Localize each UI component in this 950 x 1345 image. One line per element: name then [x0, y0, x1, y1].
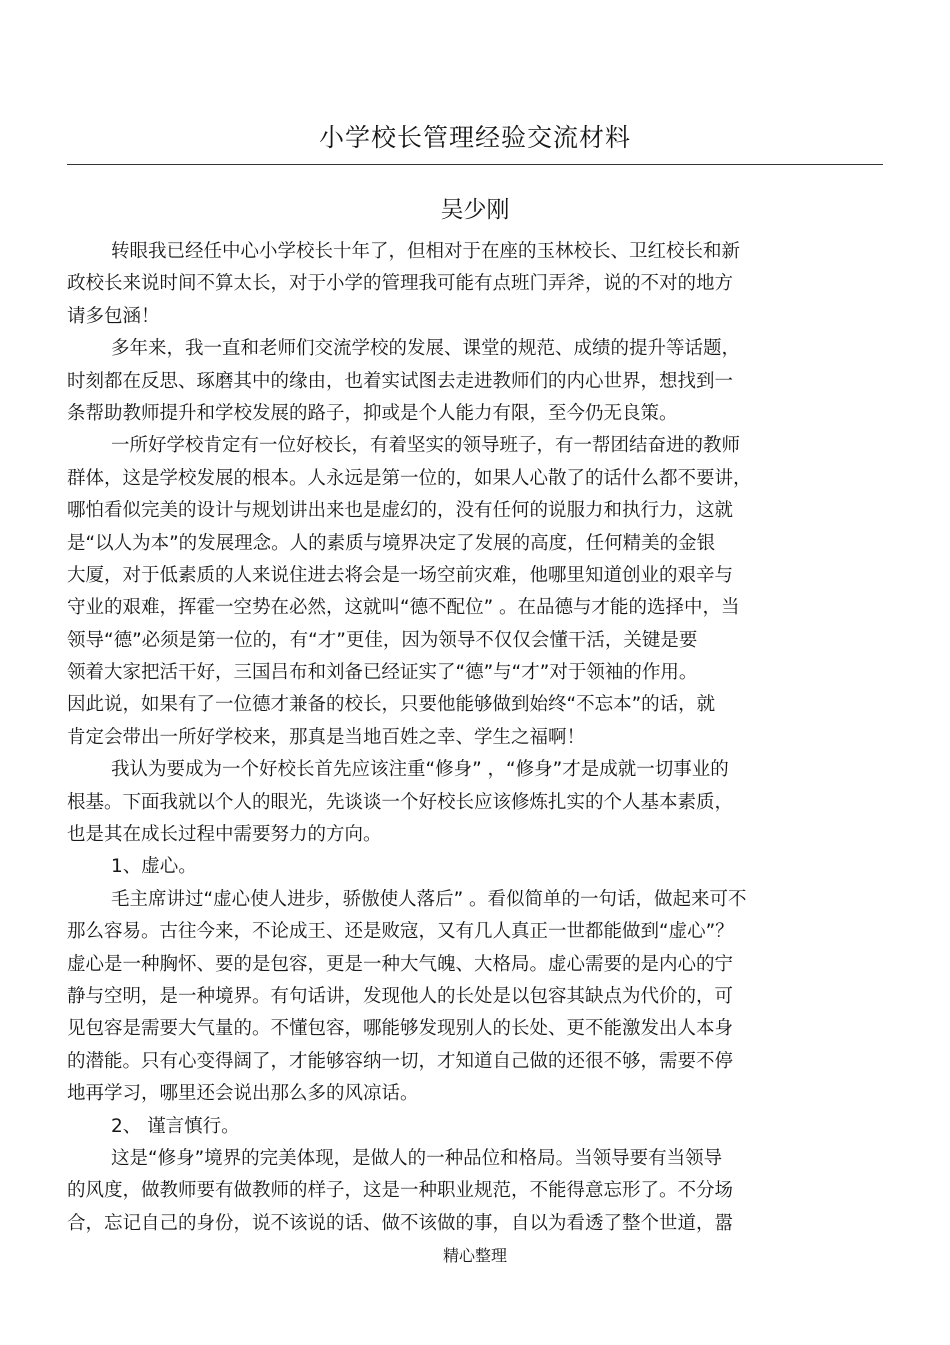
text-line: 根基。下面我就以个人的眼光，先谈谈一个好校长应该修炼扎实的个人基本素质，: [67, 791, 734, 813]
text-line: 虚心是一种胸怀、要的是包容，更是一种大气魄、大格局。虚心需要的是内心的宁: [67, 953, 734, 975]
text-line: 毛主席讲过“虚心使人进步，骄傲使人落后” 。看似简单的一句话，做起来可不: [111, 888, 747, 910]
text-line: 一所好学校肯定有一位好校长，有着坚实的领导班子，有一帮团结奋进的教师: [111, 435, 741, 457]
text-line: 领着大家把活干好，三国吕布和刘备已经证实了“德”与“才”对于领袖的作用。: [67, 662, 698, 684]
text-line: 我认为要成为一个好校长首先应该注重“修身” ，“修身”才是成就一切事业的: [111, 759, 729, 781]
text-line: 也是其在成长过程中需要努力的方向。: [67, 824, 382, 846]
text-line: 1、虚心。: [111, 856, 197, 878]
text-line: 大厦，对于低素质的人来说住进去将会是一场空前灾难，他哪里知道创业的艰辛与: [67, 564, 734, 586]
text-line: 合，忘记自己的身份，说不该说的话、做不该做的事，自以为看透了整个世道，嚣: [67, 1212, 734, 1234]
text-line: 哪怕看似完美的设计与规划讲出来也是虚幻的，没有任何的说服力和执行力，这就: [67, 500, 734, 522]
text-line: 群体，这是学校发展的根本。人永远是第一位的，如果人心散了的话什么都不要讲，: [67, 467, 752, 489]
page-footer: 精心整理: [442, 1246, 507, 1265]
text-line: 转眼我已经任中心小学校长十年了，但相对于在座的玉林校长、卫红校长和新: [111, 241, 741, 262]
text-line: 时刻都在反思、琢磨其中的缘由，也着实试图去走进教师们的内心世界，想找到一: [67, 370, 734, 392]
text-line: 肯定会带出一所好学校来，那真是当地百姓之幸、学生之福啊！: [67, 726, 586, 748]
author-name: 吴少刚: [440, 197, 510, 223]
text-line: 地再学习，哪里还会说出那么多的风凉话。: [67, 1083, 419, 1105]
text-line: 这是“修身”境界的完美体现，是做人的一种品位和格局。当领导要有当领导: [111, 1147, 723, 1169]
document-title: 小学校长管理经验交流材料: [318, 123, 631, 152]
text-line: 的风度，做教师要有做教师的样子，这是一种职业规范，不能得意忘形了。不分场: [67, 1180, 734, 1202]
text-line: 政校长来说时间不算太长，对于小学的管理我可能有点班门弄斧，说的不对的地方: [67, 273, 734, 295]
text-line: 是“以人为本”的发展理念。人的素质与境界决定了发展的高度，任何精美的金银: [67, 532, 716, 554]
text-line: 多年来，我一直和老师们交流学校的发展、课堂的规范、成绩的提升等话题，: [111, 338, 741, 360]
text-line: 因此说，如果有了一位德才兼备的校长，只要他能够做到始终“不忘本”的话，就: [67, 694, 716, 716]
text-line: 守业的艰难，挥霍一空势在必然，这就叫“德不配位” 。在品德与才能的选择中，当: [67, 597, 740, 619]
text-line: 见包容是需要大气量的。不懂包容，哪能够发现别人的长处、更不能激发出人本身: [67, 1018, 734, 1040]
document-body: [67, 236, 867, 1240]
title-divider: [67, 164, 883, 165]
text-line: 2、 谨言慎行。: [111, 1115, 240, 1137]
text-line: 的潜能。只有心变得阔了，才能够容纳一切，才知道自己做的还很不够，需要不停: [67, 1050, 734, 1072]
text-line: 那么容易。古往今来，不论成王、还是败寇，又有几人真正一世都能做到“虚心”？: [67, 921, 734, 943]
text-line: 领导“德”必须是第一位的，有“才”更佳，因为领导不仅仅会懂干活，关键是要: [67, 629, 698, 651]
text-line: 请多包涵！: [67, 305, 160, 327]
text-line: 静与空明，是一种境界。有句话讲，发现他人的长处是以包容其缺点为代价的，可: [67, 985, 734, 1007]
text-line: 条帮助教师提升和学校发展的路子，抑或是个人能力有限，至今仍无良策。: [67, 402, 678, 424]
